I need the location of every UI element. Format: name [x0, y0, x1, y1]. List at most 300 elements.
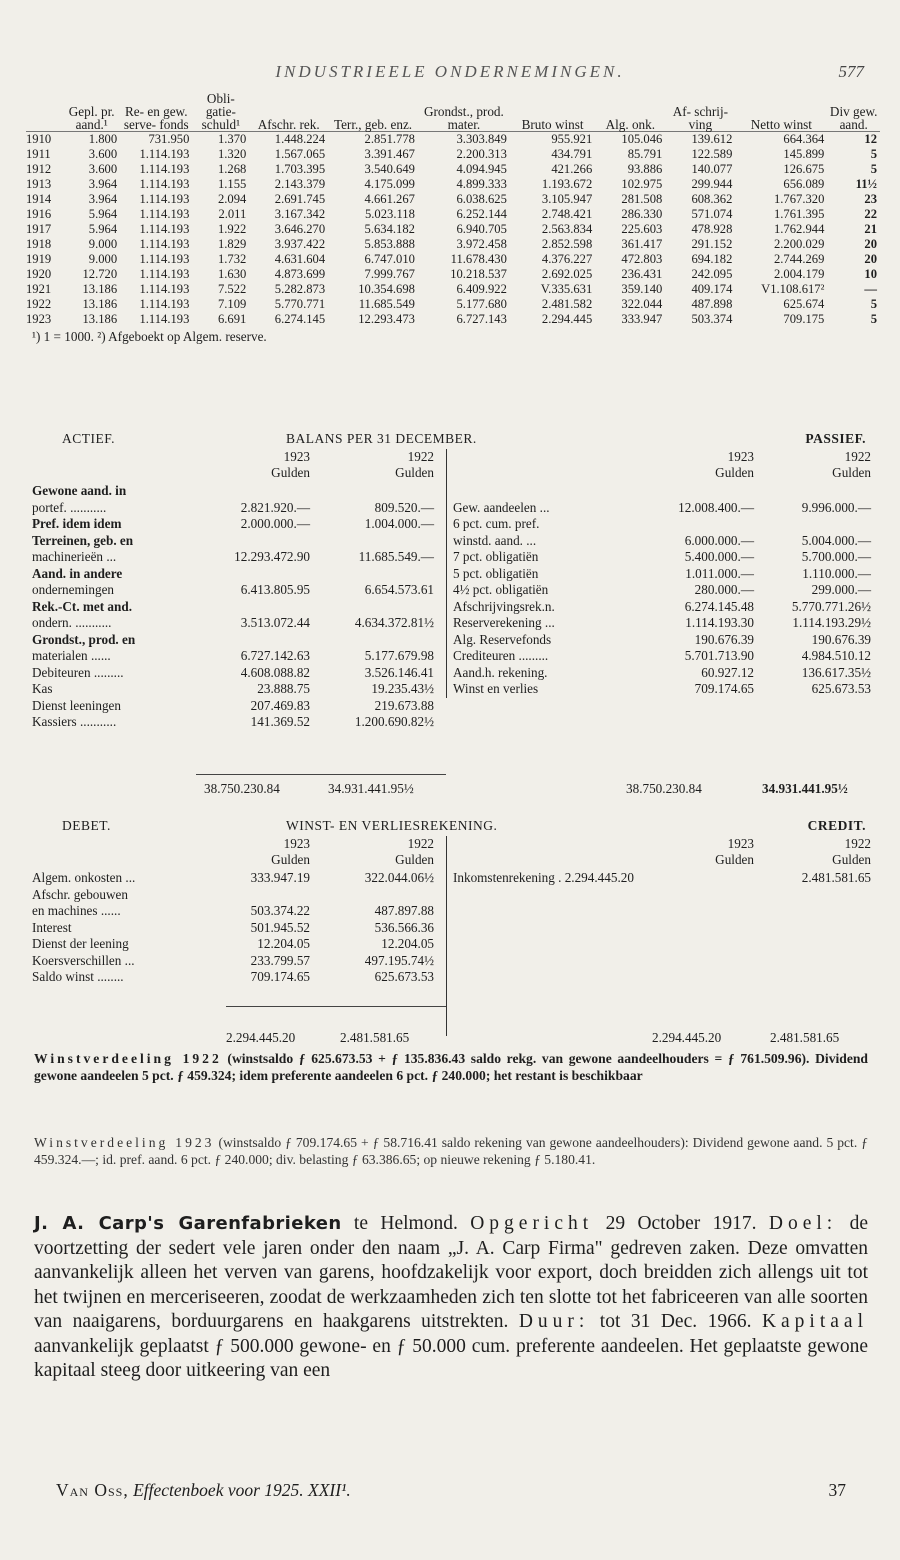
stats-cell: 10 — [864, 267, 877, 281]
stats-row — [26, 132, 880, 147]
stats-cell: 1.114.193 — [139, 207, 190, 221]
stats-cell: 6.940.705 — [456, 222, 507, 236]
stats-cell: 20 — [864, 252, 877, 266]
wv-credit — [446, 836, 881, 1036]
stats-cell: 1.114.193 — [139, 267, 190, 281]
stats-cell: 1.114.193 — [139, 222, 190, 236]
stats-row — [26, 297, 880, 312]
ledger-value-1923: 6.274.145.48 — [684, 598, 754, 614]
stats-year-cell: 1913 — [26, 177, 52, 191]
credit-row — [447, 870, 881, 887]
stats-cell: 12.293.473 — [358, 312, 415, 326]
ledger-value-1923: 190.676.39 — [694, 631, 754, 647]
stats-row — [26, 162, 880, 177]
ledger-row — [26, 969, 440, 986]
stats-row — [26, 267, 880, 282]
stats-cell: 13.186 — [82, 282, 118, 296]
stats-header: Div gew. aand. — [829, 104, 878, 132]
stats-cell: 93.886 — [627, 162, 663, 176]
ledger-value-1922: 4.634.372.81½ — [354, 615, 434, 630]
ledger-row — [447, 582, 881, 599]
ledger-value-1923: 23.888.75 — [257, 681, 310, 696]
stats-year-cell: 1919 — [26, 252, 52, 266]
ledger-value-1922: 625.673.53 — [374, 969, 434, 984]
stats-cell: 731.950 — [148, 132, 190, 146]
stats-cell: 6.409.922 — [456, 282, 507, 296]
stats-cell: 236.431 — [621, 267, 663, 281]
ledger-value-1922: 1.200.690.82½ — [354, 714, 434, 729]
stats-cell: 409.174 — [691, 282, 733, 296]
wv-total-right-1922: 2.481.581.65 — [770, 1030, 840, 1045]
stats-cell: 1.761.395 — [773, 207, 825, 221]
stats-cell: 1.762.944 — [773, 222, 825, 236]
ledger-value-1923: 709.174.65 — [694, 681, 754, 696]
stats-cell: 21 — [864, 222, 877, 236]
ledger-value-1923: 2.821.920.— — [240, 499, 310, 515]
ledger-row — [26, 533, 440, 550]
stats-cell: 1.703.395 — [274, 162, 326, 176]
stats-header: Gepl. pr. aand.¹ — [68, 104, 115, 132]
stats-cell: 5.282.873 — [274, 282, 326, 296]
balance-left-label: ACTIEF. — [62, 431, 116, 446]
debit-list — [26, 870, 440, 986]
ledger-value-1923: 12.008.400.— — [678, 499, 754, 515]
ledger-row — [26, 665, 440, 682]
stats-cell: 3.600 — [88, 147, 118, 161]
stats-cell: 139.612 — [691, 132, 733, 146]
ledger-row — [26, 615, 440, 632]
stats-cell: 2.004.179 — [773, 267, 825, 281]
balance-liabilities — [446, 449, 881, 698]
ledger-value-1922: 497.195.74½ — [364, 952, 434, 968]
stats-cell: 955.921 — [551, 132, 593, 146]
stats-cell: 5 — [870, 312, 877, 326]
ledger-label: Kas — [32, 681, 53, 696]
stats-cell: 6.252.144 — [456, 207, 507, 221]
stats-header: Re- en gew. serve- fonds — [123, 104, 189, 132]
ledger-row — [26, 698, 440, 715]
ledger-value-1922: 1.004.000.— — [364, 516, 434, 531]
stats-cell: 225.603 — [621, 222, 663, 236]
stats-cell: 5.023.118 — [364, 207, 415, 221]
ledger-value-1923: 1.011.000.— — [685, 565, 754, 581]
text-fragment: tot 31 Dec. 1966. — [589, 1311, 762, 1332]
ledger-value-1923: 5.400.000.— — [684, 549, 754, 564]
stats-cell: 1.732 — [217, 252, 247, 266]
stats-row — [26, 237, 880, 252]
ledger-label: 5 pct. obligatiën — [453, 565, 539, 581]
ledger-value-1923: 12.293.472.90 — [234, 549, 310, 564]
stats-year-cell: 1912 — [26, 162, 52, 176]
ledger-label: Winst en verlies — [453, 681, 539, 696]
stats-cell: 5.964 — [88, 207, 118, 221]
ledger-row — [26, 903, 440, 920]
stats-cell: 3.303.849 — [456, 132, 507, 146]
wv-year-1923: 1923 Gulden — [715, 836, 754, 867]
stats-year-cell: 1914 — [26, 192, 52, 206]
ledger-label: Interest — [32, 919, 72, 935]
stats-cell: 1.114.193 — [139, 297, 190, 311]
ledger-row — [26, 953, 440, 970]
stats-cell: 1.448.224 — [274, 132, 326, 146]
stats-header: Af- schrij- ving — [672, 104, 728, 132]
stats-row — [26, 192, 880, 207]
stats-cell: 487.898 — [691, 297, 733, 311]
ledger-value-1923: 207.469.83 — [250, 697, 310, 713]
stats-footnote: ¹) 1 = 1000. ²) Afgeboekt op Algem. reserve. — [32, 329, 267, 344]
stats-cell: 333.947 — [621, 312, 663, 326]
stats-cell: 6.274.145 — [274, 312, 326, 326]
balance-total-right-1923: 38.750.230.84 — [626, 781, 702, 796]
stats-cell: 2.481.582 — [541, 297, 593, 311]
ledger-value-1922: 219.673.88 — [374, 697, 434, 713]
ledger-value-1922: 11.685.549.— — [358, 549, 434, 564]
stats-cell: 299.944 — [691, 177, 733, 191]
stats-year-cell: 1921 — [26, 282, 52, 296]
ledger-value-1922: 190.676.39 — [811, 631, 871, 647]
ledger-label: Kassiers ........... — [32, 714, 117, 729]
wv1923-text: (winstsaldo ƒ 709.174.65 + ƒ 58.716.41 saldo rekening van gewone aandeelhouders): Dividend gewone aand. 5 pct. ƒ 459.324.—; id. pref. aand. 6 pct. ƒ 240.000; div. belasting ƒ 63.386.65; op nieuwe rekening ƒ 5.180.41. — [34, 1135, 868, 1167]
stats-cell: V1.108.617² — [761, 282, 825, 296]
ledger-label: ondern. ........... — [32, 615, 112, 630]
stats-header-row — [26, 92, 880, 132]
credit-value-1922: 2.481.581.65 — [801, 870, 871, 885]
stats-row — [26, 282, 880, 297]
ledger-row — [26, 870, 440, 887]
stats-cell: 361.417 — [621, 237, 663, 251]
wv1922-lead: Winstverdeeling 1922 — [34, 1051, 222, 1066]
stats-cell: 472.803 — [621, 252, 663, 266]
stats-cell: 694.182 — [691, 252, 733, 266]
stats-year-cell: 1923 — [26, 312, 52, 326]
footer-source: Van Oss, — [56, 1480, 129, 1500]
ledger-label: Gew. aandeelen ... — [453, 499, 550, 515]
stats-row — [26, 312, 880, 327]
balance-total-right-1922: 34.931.441.95½ — [762, 781, 848, 796]
stats-cell: 1.114.193 — [139, 252, 190, 266]
wv-total-right-1923: 2.294.445.20 — [652, 1030, 722, 1045]
ledger-value-1923: 3.513.072.44 — [240, 615, 310, 630]
ledger-row — [26, 936, 440, 953]
stats-cell: 1.630 — [217, 267, 247, 281]
stats-cell: — — [864, 282, 877, 296]
ledger-label: Reserverekening ... — [453, 615, 555, 630]
profit-distribution-1923 — [34, 1134, 868, 1168]
ledger-value-1923: 233.799.57 — [250, 952, 310, 968]
text-fragment: 29 October 1917. — [593, 1213, 769, 1234]
stats-cell: 4.899.333 — [456, 177, 507, 191]
ledger-value-1923: 2.000.000.— — [240, 516, 310, 531]
stats-cell: 656.089 — [783, 177, 825, 191]
ledger-row — [447, 483, 881, 500]
ledger-label: Alg. Reservefonds — [453, 631, 552, 647]
balance-totals — [26, 781, 880, 798]
stats-cell: V.335.631 — [540, 282, 593, 296]
stats-cell: 12 — [864, 132, 877, 146]
ledger-row — [26, 516, 440, 533]
stats-cell: 5.177.680 — [456, 297, 507, 311]
wv1922-text: (winstsaldo ƒ 625.673.53 + ƒ 135.836.43 saldo rekg. van gewone aandeelhouders = ƒ 761.509.96). Dividend gewone aandeelen 5 pct. ƒ 459.324; idem preferente aandeelen 6 pct. ƒ 240.000; het restant is beschikbaar — [34, 1051, 868, 1083]
stats-cell: 2.692.025 — [541, 267, 593, 281]
page-number: 577 — [838, 62, 864, 81]
ledger-label: Saldo winst ........ — [32, 969, 124, 984]
stats-cell: 503.374 — [691, 312, 733, 326]
stats-cell: 4.873.699 — [274, 267, 326, 281]
stats-row — [26, 177, 880, 192]
page-footer — [56, 1480, 846, 1501]
stats-cell: 3.391.467 — [364, 147, 415, 161]
ledger-row — [26, 648, 440, 665]
stats-cell: 1.767.320 — [773, 192, 825, 206]
stats-cell: 3.646.270 — [274, 222, 326, 236]
wv1923-lead: Winstverdeeling 1923 — [34, 1135, 215, 1150]
ledger-value-1923: 6.727.142.63 — [240, 648, 310, 663]
ledger-value-1922: 3.526.146.41 — [364, 664, 434, 680]
ledger-label: Grondst., prod. en — [32, 631, 136, 647]
company-entry — [34, 1212, 868, 1384]
stats-cell: 145.899 — [783, 147, 825, 161]
label-opgericht: Opgericht — [470, 1213, 594, 1234]
ledger-row — [447, 632, 881, 649]
stats-header: Obli- gatie- schuld¹ — [201, 91, 241, 132]
ledger-row — [26, 632, 440, 649]
ledger-value-1922: 5.700.000.— — [801, 549, 871, 564]
stats-cell: 242.095 — [691, 267, 733, 281]
stats-cell: 1.193.672 — [541, 177, 593, 191]
ledger-row — [447, 500, 881, 517]
ledger-label: Afschrijvingsrek.n. — [453, 598, 555, 614]
ledger-row — [26, 681, 440, 698]
stats-cell: 1.114.193 — [139, 192, 190, 206]
stats-cell: 1.114.193 — [139, 312, 190, 326]
ledger-value-1922: 487.897.88 — [374, 903, 434, 918]
stats-cell: 478.928 — [691, 222, 733, 236]
stats-cell: 1.114.193 — [139, 147, 190, 161]
ledger-value-1923: 503.374.22 — [250, 903, 310, 918]
wv-year-1922: 1922 Gulden — [395, 836, 434, 867]
stats-cell: 281.508 — [621, 192, 663, 206]
stats-header: Netto winst — [750, 117, 812, 132]
ledger-row — [26, 483, 440, 500]
stats-row — [26, 207, 880, 222]
stats-cell: 7.999.767 — [364, 267, 415, 281]
wv-total-rule-left — [226, 1006, 446, 1007]
stats-year-cell: 1920 — [26, 267, 52, 281]
ledger-value-1923: 4.608.088.82 — [240, 664, 310, 680]
stats-cell: 3.937.422 — [274, 237, 326, 251]
stats-year-cell: 1917 — [26, 222, 52, 236]
stats-row — [26, 252, 880, 267]
stats-cell: 11.685.549 — [358, 297, 415, 311]
stats-cell: 2.200.029 — [773, 237, 825, 251]
ledger-row — [447, 549, 881, 566]
stats-cell: 286.330 — [621, 207, 663, 221]
stats-cell: 11½ — [855, 177, 877, 191]
stats-cell: 12.720 — [82, 267, 118, 281]
stats-cell: 571.074 — [691, 207, 733, 221]
ledger-label: 7 pct. obligatiën — [453, 549, 539, 564]
footer-book: Effectenboek voor 1925. XXII¹. — [133, 1480, 351, 1500]
ledger-label: Gewone aand. in — [32, 483, 127, 498]
ledger-label: 6 pct. cum. pref. — [453, 516, 540, 531]
text-fragment: de voortzetting der sedert vele jaren onder den naam „J. A. Carp Firma" gedreven zaken. Deze omvatten aanvankelijk alleen het verven van garens, hoofdzakelijk voor export, doch breidden zich allengs uit tot het twijnen en merceriseeren, zoodat de werkzaamheden zich ten slotte tot het fabriceeren van alle soorten van naaigarens, borduurgarens en haakgarens uitstrekten. — [34, 1213, 869, 1332]
ledger-value-1923: 6.000.000.— — [684, 532, 754, 548]
stats-cell: 4.376.227 — [541, 252, 593, 266]
ledger-label: winstd. aand. ... — [453, 532, 537, 548]
wv-left-label: DEBET. — [62, 818, 111, 833]
ledger-value-1923: 6.413.805.95 — [240, 582, 310, 597]
stats-cell: 4.175.099 — [364, 177, 415, 191]
stats-body — [26, 132, 880, 327]
ledger-value-1922: 322.044.06½ — [364, 870, 434, 885]
ledger-value-1922: 6.654.573.61 — [364, 582, 434, 597]
stats-cell: 1.370 — [217, 132, 247, 146]
balance-year-1923: 1923 Gulden — [271, 449, 310, 480]
stats-cell: 2.748.421 — [541, 207, 593, 221]
stats-cell: 6.747.010 — [364, 252, 415, 266]
assets-list — [26, 483, 440, 731]
ledger-label: Crediteuren ......... — [453, 648, 549, 663]
stats-cell: 3.540.649 — [364, 162, 415, 176]
wv-total-left-1923: 2.294.445.20 — [226, 1030, 296, 1045]
profit-distribution-1922 — [34, 1050, 868, 1084]
stats-cell: 10.218.537 — [450, 267, 507, 281]
stats-cell: 20 — [864, 237, 877, 251]
stats-cell: 7.522 — [217, 282, 247, 296]
ledger-label: ondernemingen — [32, 582, 115, 597]
ledger-row — [447, 665, 881, 682]
ledger-row — [447, 615, 881, 632]
ledger-label: Rek.-Ct. met and. — [32, 598, 132, 614]
wv-year-1923: 1923 Gulden — [271, 836, 310, 867]
text-fragment: te Helmond. — [341, 1213, 471, 1234]
stats-year-cell: 1922 — [26, 297, 52, 311]
stats-cell: 1.800 — [88, 132, 118, 146]
stats-cell: 4.094.945 — [456, 162, 507, 176]
stats-cell: 9.000 — [88, 252, 118, 266]
stats-year-cell: 1916 — [26, 207, 52, 221]
ledger-value-1922: 5.770.771.26½ — [791, 598, 871, 614]
stats-cell: 1.114.193 — [139, 282, 190, 296]
ledger-value-1922: 809.520.— — [374, 499, 434, 515]
stats-cell: 2.691.745 — [274, 192, 326, 206]
balance-heading — [26, 431, 880, 449]
stats-header: Bruto winst — [521, 117, 584, 132]
ledger-value-1922: 5.177.679.98 — [364, 648, 434, 663]
company-name: J. A. Carp's Garenfabrieken — [34, 1213, 342, 1234]
stats-header: Grondst., prod. mater. — [423, 104, 504, 132]
stats-cell: 6.038.625 — [456, 192, 507, 206]
ledger-row — [447, 681, 881, 698]
label-doel: Doel: — [768, 1213, 838, 1234]
ledger-value-1922: 1.110.000.— — [802, 565, 871, 581]
ledger-row — [26, 566, 440, 583]
balance-title: BALANS PER 31 DECEMBER. — [286, 431, 477, 446]
ledger-value-1923: 333.947.19 — [250, 870, 310, 885]
ledger-row — [447, 516, 881, 533]
ledger-value-1923: 60.927.12 — [701, 664, 754, 680]
stats-cell: 7.109 — [217, 297, 247, 311]
stats-year-cell: 1910 — [26, 132, 52, 146]
stats-cell: 2.744.269 — [773, 252, 825, 266]
balance-year-1922: 1922 Gulden — [832, 449, 871, 480]
stats-cell: 1.268 — [217, 162, 247, 176]
stats-cell: 5 — [870, 297, 877, 311]
stats-cell: 6.691 — [217, 312, 247, 326]
ledger-label: Pref. idem idem — [32, 516, 122, 531]
stats-cell: 2.563.834 — [541, 222, 593, 236]
stats-cell: 2.011 — [218, 207, 247, 221]
stats-cell: 3.600 — [88, 162, 118, 176]
stats-cell: 4.631.604 — [274, 252, 326, 266]
ledger-value-1922: 536.566.36 — [374, 919, 434, 935]
stats-cell: 1.922 — [217, 222, 247, 236]
profit-loss-account — [26, 818, 880, 1047]
stats-cell: 625.674 — [783, 297, 825, 311]
ledger-label: 4½ pct. obligatiën — [453, 582, 549, 597]
ledger-label: portef. ........... — [32, 499, 107, 515]
stats-cell: 3.964 — [88, 177, 118, 191]
stats-cell: 2.200.313 — [456, 147, 507, 161]
ledger-label: Aand.h. rekening. — [453, 664, 548, 680]
stats-cell: 13.186 — [82, 312, 118, 326]
ledger-value-1922: 1.114.193.29½ — [792, 615, 871, 630]
stats-header: Terr., geb. enz. — [333, 117, 413, 132]
stats-cell: 5 — [870, 162, 877, 176]
ledger-value-1923: 141.369.52 — [250, 714, 310, 729]
footer-signature: 37 — [828, 1480, 846, 1500]
ledger-label: Koersverschillen ... — [32, 952, 135, 968]
ledger-row — [26, 714, 440, 731]
stats-cell: 6.727.143 — [456, 312, 507, 326]
ledger-label: Dienst leeningen — [32, 697, 121, 713]
wv-year-1922: 1922 Gulden — [832, 836, 871, 867]
ledger-label: en machines ...... — [32, 903, 121, 918]
ledger-label: Algem. onkosten ... — [32, 870, 136, 885]
ledger-row — [26, 500, 440, 517]
stats-cell: 291.152 — [691, 237, 733, 251]
ledger-value-1922: 19.235.43½ — [371, 681, 434, 696]
wv-title: WINST- EN VERLIESREKENING. — [286, 818, 498, 833]
stats-cell: 2.852.598 — [541, 237, 593, 251]
stats-cell: 1.155 — [217, 177, 247, 191]
stats-cell: 1.114.193 — [139, 237, 190, 251]
stats-cell: 9.000 — [88, 237, 118, 251]
stats-cell: 3.167.342 — [274, 207, 326, 221]
stats-cell: 5.770.771 — [274, 297, 326, 311]
label-duur: Duur: — [518, 1311, 590, 1332]
ledger-value-1923: 501.945.52 — [250, 919, 310, 935]
running-title: INDUSTRIEELE ONDERNEMINGEN. — [275, 62, 625, 81]
stats-header: Afschr. rek. — [257, 117, 320, 132]
ledger-value-1922: 9.996.000.— — [801, 499, 871, 515]
ledger-value-1923: 709.174.65 — [250, 969, 310, 984]
ledger-row — [26, 549, 440, 566]
stats-cell: 2.143.379 — [274, 177, 326, 191]
ledger-row — [26, 920, 440, 937]
text-fragment: aanvankelijk geplaatst ƒ 500.000 gewone- en ƒ 50.000 cum. preferente aandeelen. Het geplaatste gewone kapitaal steeg door uitkeering van een — [34, 1335, 868, 1381]
stats-cell: 11.678.430 — [450, 252, 507, 266]
ledger-row — [26, 582, 440, 599]
stats-cell: 22 — [864, 207, 877, 221]
stats-cell: 23 — [864, 192, 877, 206]
wv-totals — [26, 1030, 880, 1047]
ledger-row — [447, 533, 881, 550]
stats-cell: 2.294.445 — [541, 312, 593, 326]
stats-cell: 3.105.947 — [541, 192, 593, 206]
stats-year-cell: 1911 — [26, 147, 51, 161]
stats-cell: 126.675 — [783, 162, 825, 176]
